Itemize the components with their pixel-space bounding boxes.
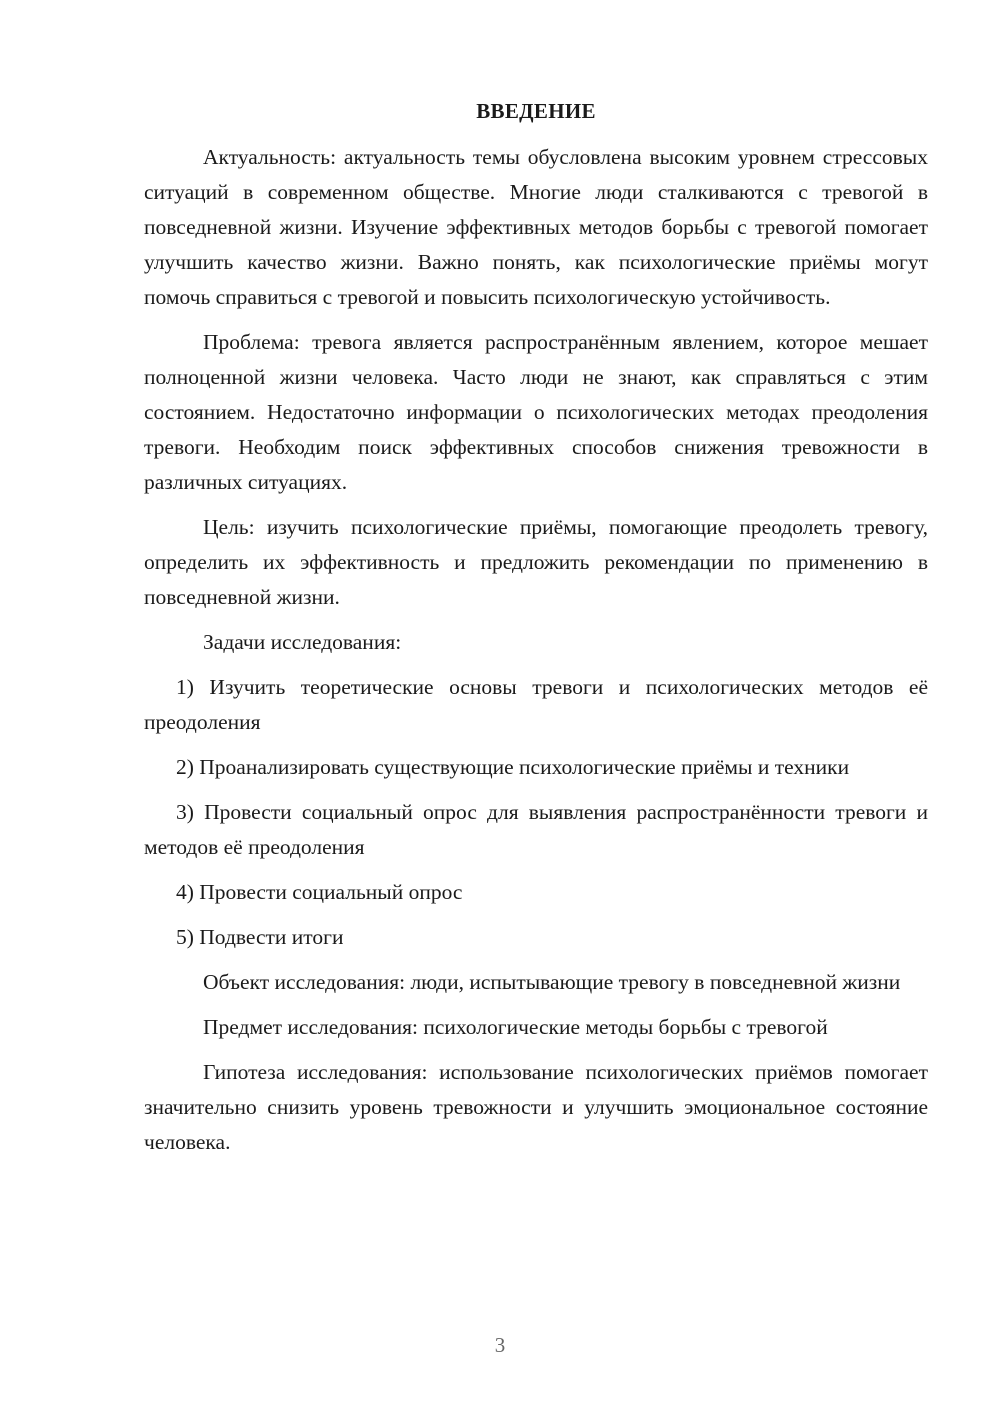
document-body — [144, 96, 928, 1170]
page-number: 3 — [494, 1333, 506, 1357]
task-item-3: 3) Провести социальный опрос для выявления распространённости тревоги и методов её преодоления — [144, 800, 928, 859]
hypothesis-paragraph: Гипотеза исследования: использование психологических приёмов помогает значительно снизить уровень тревожности и улучшить эмоциональное состояние человека. — [144, 1060, 928, 1154]
goal-paragraph: Цель: изучить психологические приёмы, помогающие преодолеть тревогу, определить их эффективность и предложить рекомендации по применению в повседневной жизни. — [144, 515, 928, 609]
object-paragraph: Объект исследования: люди, испытывающие тревогу в повседневной жизни — [203, 970, 901, 994]
page-title: ВВЕДЕНИЕ — [476, 99, 596, 123]
task-item-1: 1) Изучить теоретические основы тревоги и психологических методов её преодоления — [144, 675, 928, 734]
problem-paragraph: Проблема: тревога является распространённым явлением, которое мешает полноценной жизни человека. Часто люди не знают, как справляться с этим состоянием. Недостаточно информации о психологических методах преодоления тревоги. Необходим поиск эффективных способов снижения тревожности в различных ситуациях. — [144, 330, 928, 494]
task-item-4: 4) Провести социальный опрос — [176, 880, 463, 904]
task-item-5: 5) Подвести итоги — [176, 925, 344, 949]
subject-paragraph: Предмет исследования: психологические методы борьбы с тревогой — [203, 1015, 828, 1039]
tasks-heading: Задачи исследования: — [203, 630, 402, 654]
task-item-2: 2) Проанализировать существующие психологические приёмы и техники — [176, 755, 850, 779]
relevance-paragraph: Актуальность: актуальность темы обусловлена высоким уровнем стрессовых ситуаций в современном обществе. Многие люди сталкиваются с тревогой в повседневной жизни. Изучение эффективных методов борьбы с тревогой помогает улучшить качество жизни. Важно понять, как психологические приёмы могут помочь справиться с тревогой и повысить психологическую устойчивость. — [144, 145, 928, 309]
